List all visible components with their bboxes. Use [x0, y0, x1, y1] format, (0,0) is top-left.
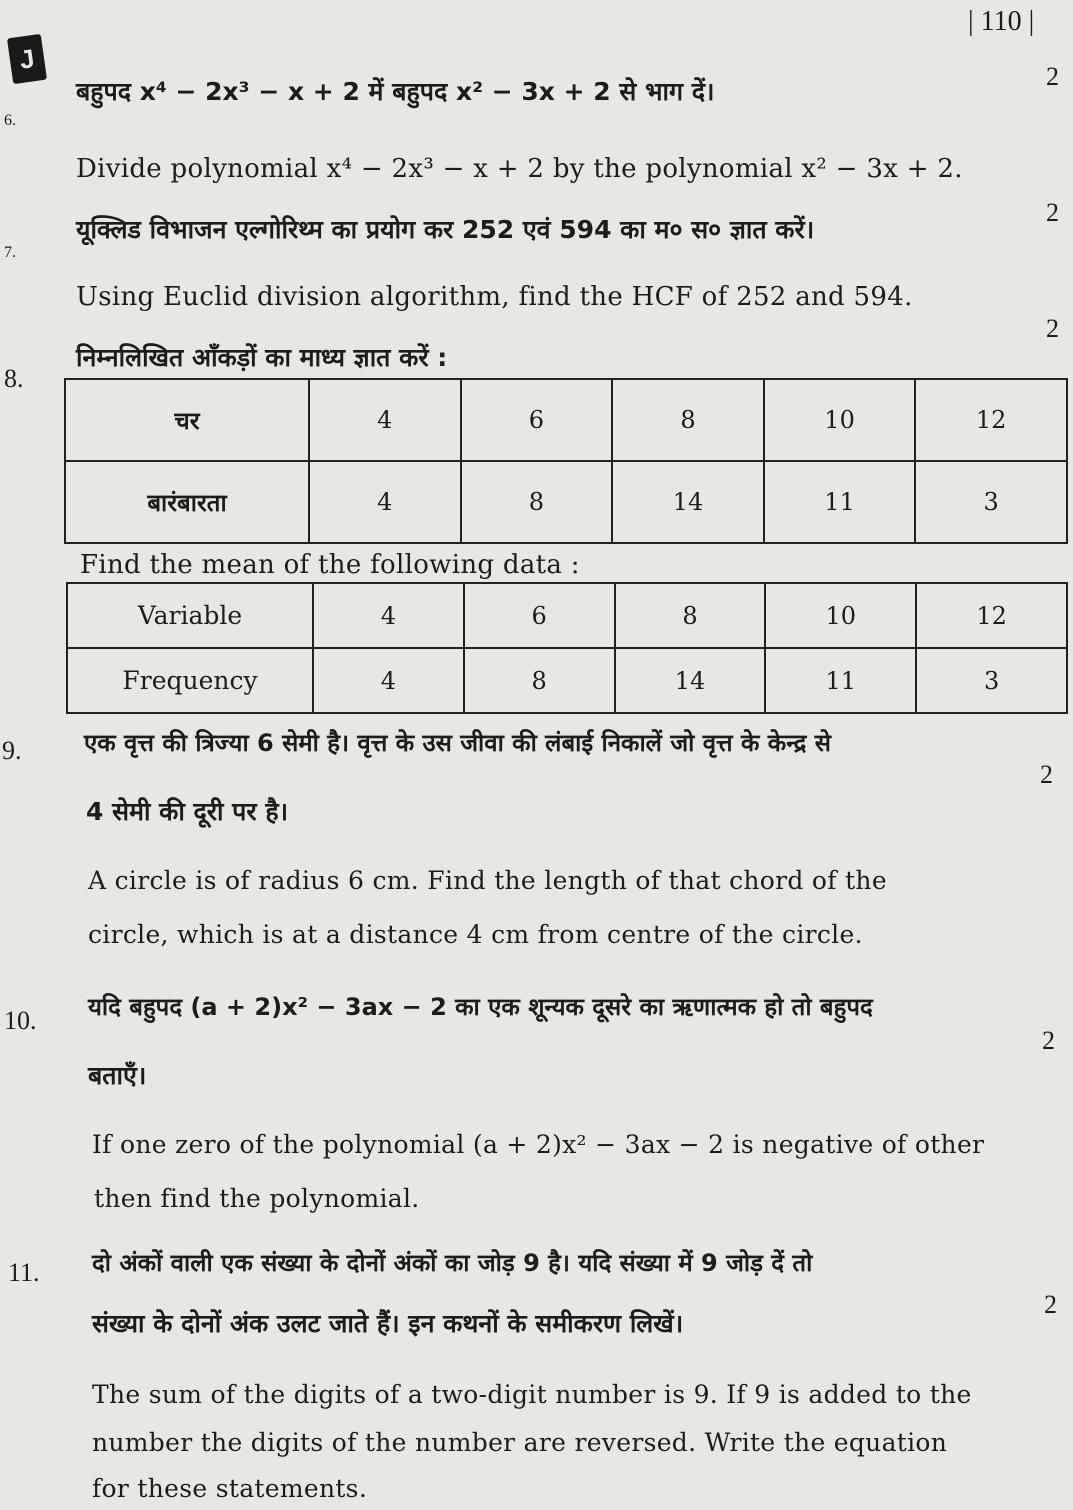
q10-hindi-line-1: यदि बहुपद (a + 2)x² − 3ax − 2 का एक शून्यक दूसरे का ऋणात्मक हो तो बहुपद	[88, 993, 873, 1021]
table-row	[65, 461, 1067, 543]
q9-marks: 2	[1040, 760, 1053, 789]
question-number-11: 11.	[8, 1258, 40, 1287]
q10-hindi-line-2: बताएँ।	[88, 1061, 147, 1090]
data-table-hindi	[64, 378, 1068, 544]
table-cell: 3	[916, 648, 1067, 713]
data-table-english	[66, 582, 1068, 714]
q10-marks: 2	[1042, 1026, 1055, 1055]
q7-marks: 2	[1046, 198, 1059, 227]
table-cell: 6	[464, 583, 615, 648]
table-cell: 4	[313, 583, 464, 648]
q11-marks: 2	[1044, 1290, 1057, 1319]
q6-english-line-1: Divide polynomial x⁴ − 2x³ − x + 2 by the polynomial x² − 3x + 2.	[76, 154, 963, 184]
row-label-frequency-hindi: बारंबारता	[65, 461, 309, 543]
table-cell: 6	[461, 379, 613, 461]
table-cell: 11	[764, 461, 916, 543]
q6-hindi-line-1: बहुपद x⁴ − 2x³ − x + 2 में बहुपद x² − 3x + 2 से भाग दें।	[76, 77, 715, 106]
table-cell: 11	[765, 648, 916, 713]
row-label-variable-hindi: चर	[65, 379, 309, 461]
q8-english-line-1: Find the mean of the following data :	[80, 550, 580, 580]
table-cell: 8	[464, 648, 615, 713]
table-cell: 12	[916, 583, 1067, 648]
table-row	[67, 583, 1067, 648]
question-number-9: 9.	[2, 736, 22, 765]
question-number-10: 10.	[4, 1006, 37, 1035]
q10-english-line-1: If one zero of the polynomial (a + 2)x² − 3ax − 2 is negative of other	[92, 1130, 985, 1159]
question-number-6: 6.	[4, 112, 16, 129]
table-cell: 14	[612, 461, 764, 543]
q11-hindi-line-2: संख्या के दोनों अंक उलट जाते हैं। इन कथनों के समीकरण लिखें।	[92, 1309, 684, 1338]
page-number: | 110 |	[968, 6, 1035, 37]
table-cell: 14	[615, 648, 766, 713]
question-number-8: 8.	[4, 364, 24, 393]
q11-english-line-3: for these statements.	[92, 1474, 368, 1503]
table-cell: 10	[765, 583, 916, 648]
q11-hindi-line-1: दो अंकों वाली एक संख्या के दोनों अंकों का जोड़ 9 है। यदि संख्या में 9 जोड़ दें तो	[92, 1249, 813, 1277]
q7-english-line-1: Using Euclid division algorithm, find the HCF of 252 and 594.	[76, 282, 913, 312]
table-cell: 4	[309, 461, 461, 543]
table-cell: 12	[915, 379, 1067, 461]
q6-marks: 2	[1046, 62, 1059, 91]
q9-english-line-1: A circle is of radius 6 cm. Find the length of that chord of the	[88, 866, 887, 895]
table-cell: 4	[309, 379, 461, 461]
q7-hindi-line-1: यूक्लिड विभाजन एल्गोरिथ्म का प्रयोग कर 252 एवं 594 का म० स० ज्ञात करें।	[76, 215, 815, 244]
q9-hindi-line-2: 4 सेमी की दूरी पर है।	[86, 797, 289, 826]
table-cell: 8	[615, 583, 766, 648]
q8-marks: 2	[1046, 314, 1059, 343]
q11-english-line-1: The sum of the digits of a two-digit number is 9. If 9 is added to the	[92, 1380, 972, 1409]
q10-english-line-2: then find the polynomial.	[94, 1184, 420, 1213]
section-badge: J	[7, 34, 47, 84]
table-row	[65, 379, 1067, 461]
q9-hindi-line-1: एक वृत्त की त्रिज्या 6 सेमी है। वृत्त के उस जीवा की लंबाई निकालें जो वृत्त के केन्द्र से	[84, 729, 831, 757]
q8-hindi-line-1: निम्नलिखित आँकड़ों का माध्य ज्ञात करें :	[76, 343, 448, 372]
q11-english-line-2: number the digits of the number are reversed. Write the equation	[92, 1428, 948, 1457]
question-number-7: 7.	[4, 244, 16, 261]
q9-english-line-2: circle, which is at a distance 4 cm from centre of the circle.	[88, 920, 863, 949]
row-label-frequency: Frequency	[67, 648, 313, 713]
row-label-variable: Variable	[67, 583, 313, 648]
table-cell: 10	[764, 379, 916, 461]
table-row	[67, 648, 1067, 713]
table-cell: 8	[461, 461, 613, 543]
table-cell: 4	[313, 648, 464, 713]
table-cell: 3	[915, 461, 1067, 543]
table-cell: 8	[612, 379, 764, 461]
